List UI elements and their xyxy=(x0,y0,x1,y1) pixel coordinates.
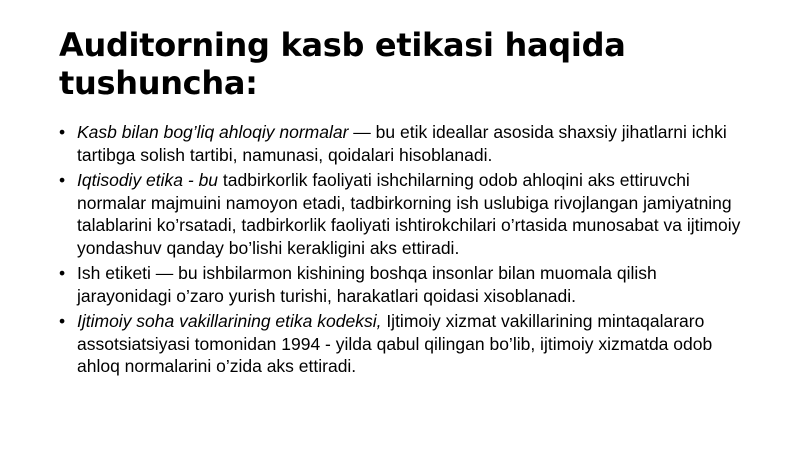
bullet-list xyxy=(59,121,749,381)
bullet-item xyxy=(59,262,749,307)
bullet-item xyxy=(59,310,749,378)
bullet-italic-text: Iqtisodiy etika - bu xyxy=(77,170,219,190)
bullet-text: Ish etiketi — bu ishbilarmon kishining boshqa insonlar bilan muomala qilish jarayonidagi o’zaro yurish turishi, harakatlari qoidasi xisoblanadi. xyxy=(77,263,657,306)
bullet-marker: • xyxy=(59,311,66,331)
bullet-italic-text: Kasb bilan bog’liq ahloqiy normalar xyxy=(77,122,349,142)
bullet-text: — bu etik ideallar asosida shaxsiy jihatlarni ichki tartibga solish tartibi, namunasi, qoidalari hisoblanadi. xyxy=(77,122,727,165)
bullet-italic-text: Ijtimoiy soha vakillarining etika kodeksi, xyxy=(77,311,382,331)
bullet-text: tadbirkorlik faoliyati ishchilarning odob ahloqini aks ettiruvchi normalar majmuini namoyon etadi, tadbirkorning ish uslubiga rivojlangan jamiyatning talablarini ko’rsatadi, tadbirkorlik faoliyati ishtirokchilari o’rtasida munosabat va ijtimoiy yondashuv qanday bo’lishi kerakligini aks ettiradi. xyxy=(77,170,741,258)
bullet-item xyxy=(59,121,749,166)
bullet-marker: • xyxy=(59,170,66,190)
bullet-text: Ijtimoiy xizmat vakillarining mintaqalararo assotsiatsiyasi tomonidan 1994 - yilda qabul qilingan bo’lib, ijtimoiy xizmatda odob ahloq normalarini o’zida aks ettiradi. xyxy=(77,311,713,376)
bullet-marker: • xyxy=(59,263,66,283)
slide-title: Auditorning kasb etikasi haqida tushuncha: xyxy=(59,26,626,102)
bullet-marker: • xyxy=(59,122,66,142)
bullet-item xyxy=(59,169,749,259)
